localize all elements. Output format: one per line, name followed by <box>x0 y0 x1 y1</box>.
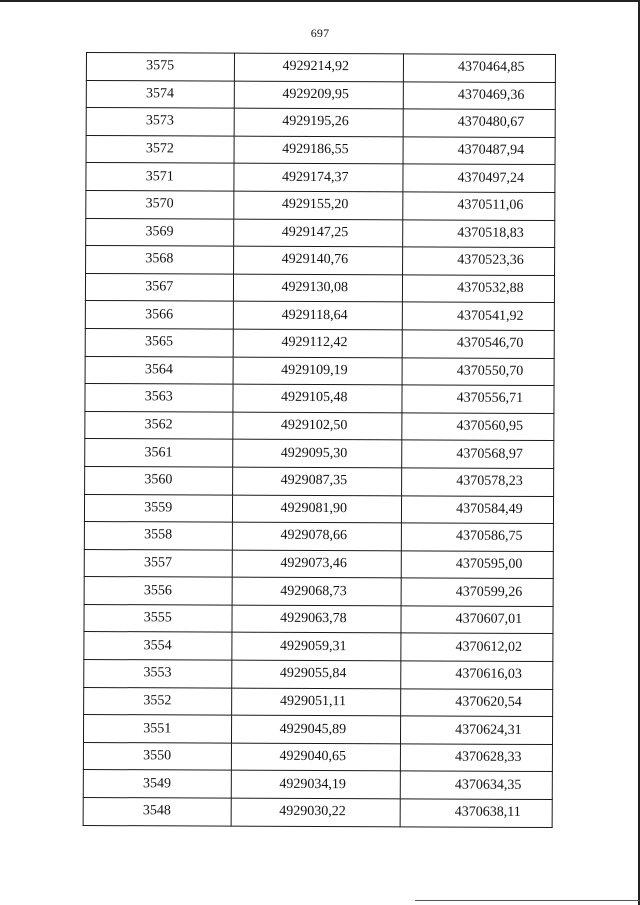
point-number-cell: 3554 <box>84 632 232 660</box>
table-row <box>86 163 555 193</box>
scan-edge-top <box>0 0 640 2</box>
x-coordinate-cell: 4929073,46 <box>232 550 402 578</box>
point-number-cell: 3563 <box>85 384 233 412</box>
y-coordinate-cell: 4370628,33 <box>400 744 552 772</box>
y-coordinate-cell: 4370607,01 <box>401 606 553 634</box>
y-coordinate-cell: 4370487,94 <box>403 137 555 165</box>
table-row <box>84 660 553 690</box>
table-row <box>84 522 553 552</box>
y-coordinate-cell: 4370546,70 <box>402 330 554 358</box>
x-coordinate-cell: 4929209,95 <box>234 81 404 109</box>
x-coordinate-cell: 4929063,78 <box>231 605 401 633</box>
x-coordinate-cell: 4929081,90 <box>232 495 402 523</box>
x-coordinate-cell: 4929051,11 <box>231 688 401 716</box>
x-coordinate-cell: 4929214,92 <box>234 53 404 81</box>
coordinate-table <box>83 52 556 828</box>
y-coordinate-cell: 4370469,36 <box>403 81 555 109</box>
x-coordinate-cell: 4929034,19 <box>231 771 401 799</box>
table-row <box>86 190 555 220</box>
y-coordinate-cell: 4370511,06 <box>403 192 555 220</box>
x-coordinate-cell: 4929068,73 <box>232 577 402 605</box>
table-row <box>84 577 553 607</box>
table-row <box>83 798 552 828</box>
table-row <box>85 466 554 496</box>
y-coordinate-cell: 4370612,02 <box>401 633 553 661</box>
x-coordinate-cell: 4929155,20 <box>233 191 403 219</box>
y-coordinate-cell: 4370616,03 <box>401 661 553 689</box>
point-number-cell: 3574 <box>86 80 234 108</box>
point-number-cell: 3558 <box>84 522 232 550</box>
x-coordinate-cell: 4929130,08 <box>233 274 403 302</box>
y-coordinate-cell: 4370464,85 <box>403 54 555 82</box>
table-row <box>84 687 553 717</box>
x-coordinate-cell: 4929095,30 <box>232 439 402 467</box>
table-row <box>84 494 553 524</box>
y-coordinate-cell: 4370532,88 <box>403 275 555 303</box>
table-row <box>84 632 553 662</box>
point-number-cell: 3548 <box>83 798 231 826</box>
x-coordinate-cell: 4929195,26 <box>234 108 404 136</box>
x-coordinate-cell: 4929140,76 <box>233 246 403 274</box>
point-number-cell: 3573 <box>86 108 234 136</box>
x-coordinate-cell: 4929030,22 <box>231 798 401 826</box>
table-row <box>85 273 554 303</box>
x-coordinate-cell: 4929174,37 <box>233 164 403 192</box>
y-coordinate-cell: 4370595,00 <box>401 551 553 579</box>
x-coordinate-cell: 4929112,42 <box>233 329 403 357</box>
point-number-cell: 3565 <box>85 328 233 356</box>
x-coordinate-cell: 4929055,84 <box>231 660 401 688</box>
table-row <box>84 549 553 579</box>
x-coordinate-cell: 4929109,19 <box>233 357 403 385</box>
point-number-cell: 3567 <box>85 273 233 301</box>
point-number-cell: 3549 <box>83 770 231 798</box>
table-row <box>83 715 552 745</box>
point-number-cell: 3561 <box>85 439 233 467</box>
x-coordinate-cell: 4929078,66 <box>232 522 402 550</box>
table-row <box>84 604 553 634</box>
y-coordinate-cell: 4370586,75 <box>401 523 553 551</box>
y-coordinate-cell: 4370541,92 <box>402 302 554 330</box>
table-row <box>85 356 554 386</box>
x-coordinate-cell: 4929059,31 <box>231 633 401 661</box>
x-coordinate-cell: 4929102,50 <box>232 412 402 440</box>
x-coordinate-cell: 4929147,25 <box>233 219 403 247</box>
table-row <box>85 384 554 414</box>
table-row <box>83 742 552 772</box>
point-number-cell: 3550 <box>83 742 231 770</box>
table-row <box>85 301 554 331</box>
point-number-cell: 3572 <box>86 135 234 163</box>
x-coordinate-cell: 4929105,48 <box>232 384 402 412</box>
y-coordinate-cell: 4370560,95 <box>402 413 554 441</box>
point-number-cell: 3566 <box>85 301 233 329</box>
y-coordinate-cell: 4370634,35 <box>400 771 552 799</box>
y-coordinate-cell: 4370480,67 <box>403 109 555 137</box>
x-coordinate-cell: 4929118,64 <box>233 301 403 329</box>
y-coordinate-cell: 4370523,36 <box>403 247 555 275</box>
y-coordinate-cell: 4370556,71 <box>402 385 554 413</box>
y-coordinate-cell: 4370568,97 <box>402 440 554 468</box>
point-number-cell: 3555 <box>84 604 232 632</box>
point-number-cell: 3553 <box>84 660 232 688</box>
table-row <box>86 108 555 138</box>
point-number-cell: 3564 <box>85 356 233 384</box>
point-number-cell: 3557 <box>84 549 232 577</box>
table-row <box>83 770 552 800</box>
table-row <box>86 135 555 165</box>
point-number-cell: 3562 <box>85 411 233 439</box>
point-number-cell: 3551 <box>83 715 231 743</box>
point-number-cell: 3560 <box>85 466 233 494</box>
table-row <box>85 411 554 441</box>
y-coordinate-cell: 4370497,24 <box>403 164 555 192</box>
point-number-cell: 3575 <box>86 53 234 81</box>
coordinate-table-body <box>83 53 555 828</box>
y-coordinate-cell: 4370578,23 <box>402 468 554 496</box>
x-coordinate-cell: 4929045,89 <box>231 715 401 743</box>
table-row <box>85 328 554 358</box>
table-row <box>85 439 554 469</box>
table-row <box>86 80 555 110</box>
point-number-cell: 3569 <box>86 218 234 246</box>
point-number-cell: 3570 <box>86 190 234 218</box>
point-number-cell: 3556 <box>84 577 232 605</box>
y-coordinate-cell: 4370584,49 <box>402 495 554 523</box>
x-coordinate-cell: 4929186,55 <box>234 136 404 164</box>
y-coordinate-cell: 4370550,70 <box>402 357 554 385</box>
y-coordinate-cell: 4370518,83 <box>403 219 555 247</box>
table-row <box>86 218 555 248</box>
x-coordinate-cell: 4929040,65 <box>231 743 401 771</box>
point-number-cell: 3552 <box>84 687 232 715</box>
y-coordinate-cell: 4370638,11 <box>400 799 552 827</box>
page-number: 697 <box>310 26 330 40</box>
x-coordinate-cell: 4929087,35 <box>232 467 402 495</box>
y-coordinate-cell: 4370620,54 <box>401 689 553 717</box>
y-coordinate-cell: 4370624,31 <box>401 716 553 744</box>
point-number-cell: 3568 <box>86 246 234 274</box>
point-number-cell: 3571 <box>86 163 234 191</box>
scan-edge-bottom <box>415 900 640 901</box>
point-number-cell: 3559 <box>84 494 232 522</box>
table-row <box>86 246 555 276</box>
table-row <box>86 53 555 83</box>
y-coordinate-cell: 4370599,26 <box>401 578 553 606</box>
